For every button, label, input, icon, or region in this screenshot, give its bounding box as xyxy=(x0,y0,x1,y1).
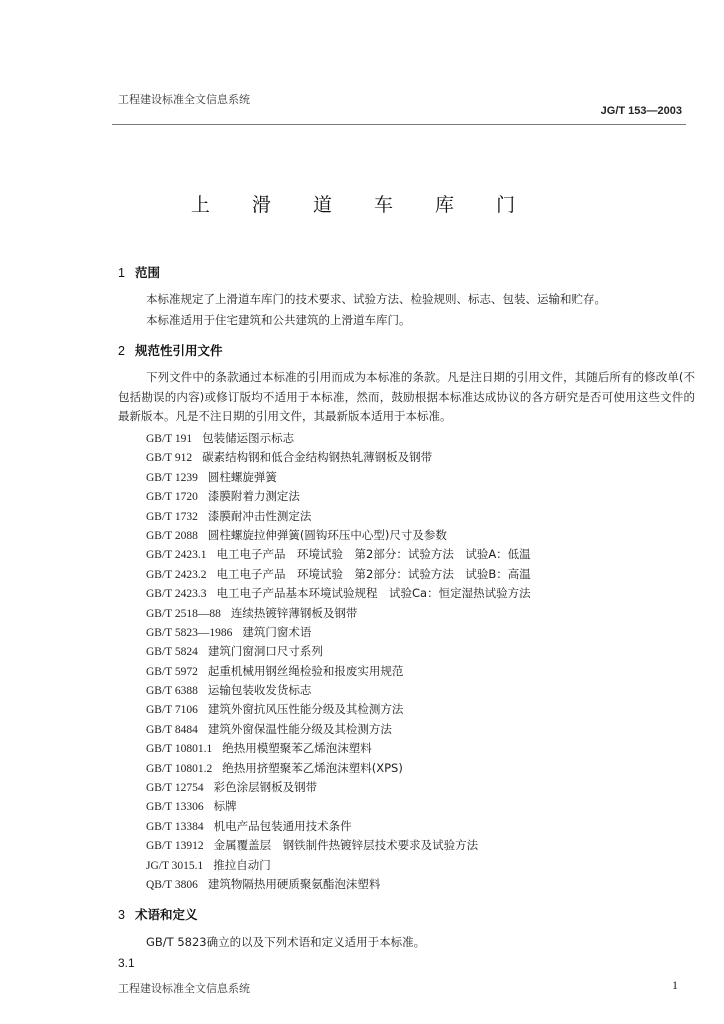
reference-title: 彩色涂层钢板及钢带 xyxy=(213,780,318,795)
reference-item xyxy=(146,836,531,855)
reference-item xyxy=(146,759,531,778)
reference-code: GB/T 5824 xyxy=(146,646,198,659)
section-number: 2 xyxy=(118,344,125,358)
reference-title: 金属覆盖层 钢铁制件热镀锌层技术要求及试验方法 xyxy=(213,838,479,853)
terms-paragraph: GB/T 5823确立的以及下列术语和定义适用于本标准。 xyxy=(146,935,426,949)
section-title: 术语和定义 xyxy=(134,907,198,922)
references-intro-paragraph: 下列文件中的条款通过本标准的引用而成为本标准的条款。凡是注日期的引用文件，其随后所有的修改单(不包括勘误的内容)或修订版均不适用于本标准，然而，鼓励根据本标准达成协议的各方研究是否可使用这些文件的最新版本。凡是不注日期的引用文件，其最新版本适用于本标准。 xyxy=(118,370,695,423)
reference-item xyxy=(146,681,531,700)
reference-title: 连续热镀锌薄钢板及钢带 xyxy=(230,605,358,620)
reference-title: 电工电子产品基本环境试验规程 试验Ca：恒定湿热试验方法 xyxy=(216,586,531,601)
standard-number: JG/T 153—2003 xyxy=(600,105,682,117)
reference-title: 绝热用模塑聚苯乙烯泡沫塑料 xyxy=(222,741,372,756)
reference-code: GB/T 912 xyxy=(146,452,193,465)
reference-code: GB/T 7106 xyxy=(146,704,198,717)
subsection-number: 3.1 xyxy=(118,956,135,970)
reference-item xyxy=(146,507,531,526)
reference-code: GB/T 2423.2 xyxy=(146,568,207,581)
reference-item xyxy=(146,565,531,584)
reference-item xyxy=(146,739,531,758)
reference-code: GB/T 5823—1986 xyxy=(146,626,233,639)
reference-item xyxy=(146,429,531,448)
reference-code: GB/T 5972 xyxy=(146,665,198,678)
reference-code: GB/T 1720 xyxy=(146,491,198,504)
reference-title: 起重机械用钢丝绳检验和报废实用规范 xyxy=(207,663,404,678)
reference-code: GB/T 2423.3 xyxy=(146,588,207,601)
reference-title: 漆膜耐冲击性测定法 xyxy=(207,508,312,523)
reference-title: 建筑外窗抗风压性能分级及其检测方法 xyxy=(207,702,404,717)
reference-title: 绝热用挤塑聚苯乙烯泡沫塑料(XPS) xyxy=(222,760,403,775)
reference-code: GB/T 8484 xyxy=(146,723,198,736)
section-title: 规范性引用文件 xyxy=(134,343,223,358)
reference-title: 建筑门窗术语 xyxy=(242,624,312,639)
reference-title: 机电产品包装通用技术条件 xyxy=(213,818,352,833)
page-header-left: 工程建设标准全文信息系统 xyxy=(118,93,250,106)
reference-code: GB/T 10801.1 xyxy=(146,743,213,756)
document-title: 上 滑 道 车 库 门 xyxy=(190,194,534,216)
reference-code: GB/T 13306 xyxy=(146,801,204,814)
reference-title: 建筑物隔热用硬质聚氨酯泡沫塑料 xyxy=(207,876,381,891)
reference-title: 圆柱螺旋拉伸弹簧(圆钩环压中心型)尺寸及参数 xyxy=(207,527,447,542)
page-number: 1 xyxy=(672,978,678,992)
reference-item xyxy=(146,623,531,642)
reference-title: 标牌 xyxy=(213,799,237,814)
page-footer-left: 工程建设标准全文信息系统 xyxy=(118,982,250,995)
reference-item xyxy=(146,604,531,623)
reference-title: 建筑门窗洞口尺寸系列 xyxy=(207,644,323,659)
reference-code: GB/T 1732 xyxy=(146,510,198,523)
reference-item xyxy=(146,700,531,719)
reference-code: QB/T 3806 xyxy=(146,878,198,891)
reference-code: GB/T 13912 xyxy=(146,840,204,853)
section-number: 3 xyxy=(118,908,125,922)
reference-code: GB/T 2423.1 xyxy=(146,549,207,562)
section-heading-1 xyxy=(118,263,160,281)
reference-code: JG/T 3015.1 xyxy=(146,859,204,872)
reference-code: GB/T 2518—88 xyxy=(146,607,221,620)
section-heading-2 xyxy=(118,341,222,359)
reference-item xyxy=(146,526,531,545)
reference-title: 圆柱螺旋弹簧 xyxy=(207,469,277,484)
reference-code: GB/T 6388 xyxy=(146,685,198,698)
reference-item xyxy=(146,856,531,875)
reference-item xyxy=(146,720,531,739)
header-rule xyxy=(112,124,686,125)
reference-code: GB/T 2088 xyxy=(146,529,198,542)
reference-item xyxy=(146,875,531,894)
reference-title: 建筑外窗保温性能分级及其检测方法 xyxy=(207,721,392,736)
reference-title: 漆膜附着力测定法 xyxy=(207,489,300,504)
section-heading-3 xyxy=(118,905,197,923)
reference-item xyxy=(146,545,531,564)
reference-code: GB/T 1239 xyxy=(146,471,198,484)
reference-title: 推拉自动门 xyxy=(213,857,271,872)
reference-title: 运输包装收发货标志 xyxy=(207,683,312,698)
reference-title: 碳素结构钢和低合金结构钢热轧薄钢板及钢带 xyxy=(202,450,433,465)
scope-paragraph-2: 本标准适用于住宅建筑和公共建筑的上滑道车库门。 xyxy=(146,313,411,327)
reference-title: 电工电子产品 环境试验 第2部分：试验方法 试验A：低温 xyxy=(216,547,531,562)
section-title: 范围 xyxy=(134,265,160,280)
reference-title: 电工电子产品 环境试验 第2部分：试验方法 试验B：高温 xyxy=(216,566,531,581)
reference-item xyxy=(146,487,531,506)
reference-code: GB/T 13384 xyxy=(146,820,204,833)
reference-item xyxy=(146,448,531,467)
reference-title: 包装储运图示标志 xyxy=(202,431,295,445)
reference-item xyxy=(146,817,531,836)
reference-item xyxy=(146,662,531,681)
reference-code: GB/T 10801.2 xyxy=(146,762,213,775)
normative-references-list xyxy=(146,429,531,894)
section-number: 1 xyxy=(118,266,125,280)
reference-item xyxy=(146,797,531,816)
reference-item xyxy=(146,642,531,661)
reference-item xyxy=(146,778,531,797)
reference-item xyxy=(146,468,531,487)
reference-item xyxy=(146,584,531,603)
reference-code: GB/T 191 xyxy=(146,433,193,445)
reference-code: GB/T 12754 xyxy=(146,782,204,795)
scope-paragraph-1: 本标准规定了上滑道车库门的技术要求、试验方法、检验规则、标志、包装、运输和贮存。 xyxy=(146,292,606,306)
